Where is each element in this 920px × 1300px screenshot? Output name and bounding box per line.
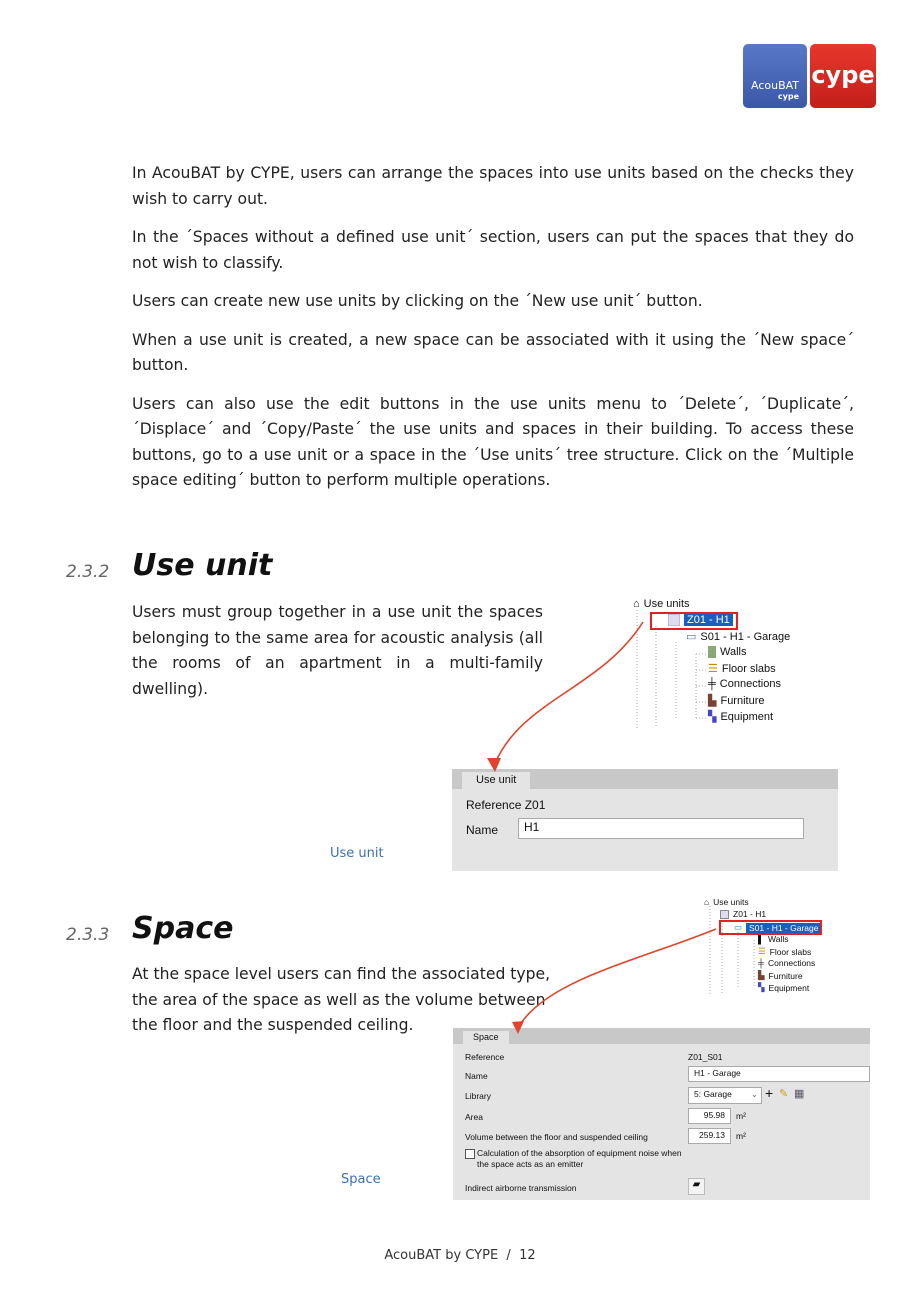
tree-floor-slabs[interactable]: ☰ Floor slabs — [708, 662, 776, 675]
tree-space[interactable]: ▭ S01 - H1 - Garage — [686, 630, 791, 643]
unit-icon — [720, 910, 729, 919]
volume-label: Volume between the floor and suspended ceiling — [465, 1132, 648, 1142]
tree-walls[interactable]: ▌ Walls — [758, 934, 789, 944]
tree-furniture[interactable]: ▙ Furniture — [708, 694, 765, 707]
absorption-checkbox[interactable] — [465, 1149, 475, 1159]
walls-icon — [708, 646, 716, 658]
paragraph: When a use unit is created, a new space can be associated with it using the ´New space´ button. — [132, 330, 854, 374]
table-icon[interactable]: ▦ — [794, 1088, 805, 1100]
tab-use-unit[interactable]: Use unit — [462, 772, 530, 789]
paragraph: In AcouBAT by CYPE, users can arrange the spaces into use units based on the checks they wish to carry out. — [132, 164, 854, 208]
library-select[interactable]: 5: Garage ⌄ — [688, 1087, 762, 1104]
tree-space[interactable]: ▭ S01 - H1 - Garage — [734, 922, 821, 933]
paragraph: Users can create new use units by clicking on the ´New use unit´ button. — [132, 292, 703, 310]
cype-logo: cype — [810, 44, 876, 108]
furniture-icon: ▙ — [708, 695, 717, 707]
furniture-icon: ▙ — [758, 970, 765, 980]
tree-view — [630, 596, 850, 731]
floor-slab-icon: ☰ — [758, 946, 766, 956]
space-panel — [453, 1028, 870, 1200]
walls-icon: ▌ — [758, 934, 765, 944]
name-label: Name — [466, 823, 499, 837]
tree-floor-slabs[interactable]: ☰ Floor slabs — [758, 946, 812, 957]
use-unit-panel — [452, 769, 838, 871]
tree-furniture[interactable]: ▙ Furniture — [758, 970, 803, 981]
intro-text — [132, 161, 854, 507]
add-icon[interactable]: + — [765, 1085, 774, 1101]
tree-root[interactable]: ⌂ Use units — [633, 598, 690, 610]
connections-icon: ╪ — [758, 958, 765, 968]
name-input[interactable]: H1 - Garage — [688, 1066, 870, 1082]
section-number: 2.3.2 — [66, 562, 110, 582]
area-label: Area — [465, 1112, 483, 1122]
home-icon: ⌂ — [633, 598, 640, 610]
indirect-transmission-button[interactable]: ▰ — [688, 1178, 705, 1195]
library-label: Library — [465, 1091, 491, 1101]
tree-walls[interactable]: Walls — [708, 646, 746, 658]
home-icon: ⌂ — [704, 897, 710, 907]
equipment-icon: ▚ — [708, 711, 717, 723]
tree-unit[interactable]: Z01 - H1 — [720, 909, 766, 919]
floor-slab-icon: ☰ — [708, 663, 718, 675]
figure-caption: Use unit — [330, 846, 384, 861]
section-title: Use unit — [132, 548, 273, 583]
highlight-box — [650, 612, 738, 630]
space-icon: ▭ — [734, 922, 743, 932]
equipment-icon: ▚ — [758, 982, 765, 992]
reference-label: Reference — [465, 1052, 505, 1062]
connections-icon: ╪ — [708, 678, 716, 690]
tree-unit[interactable]: Z01 - H1 — [668, 614, 733, 626]
tree-root[interactable]: ⌂ Use units — [704, 897, 749, 907]
indirect-label: Indirect airborne transmission — [465, 1183, 577, 1193]
section-text: At the space level users can find the associated type, the area of the space as well as the volume between the floor and the suspended ceiling. — [132, 965, 551, 1034]
tree-equipment[interactable]: ▚ Equipment — [708, 710, 774, 723]
volume-input[interactable]: 259.13 — [688, 1128, 731, 1144]
logo — [743, 44, 876, 108]
paragraph: In the ´Spaces without a defined use unit´ section, users can put the spaces that they do not wish to classify. — [132, 228, 854, 272]
pencil-icon[interactable]: ✎ — [779, 1088, 789, 1100]
paragraph: Users can also use the edit buttons in the use units menu to ´Delete´, ´Duplicate´, ´Displace´ and ´Copy/Paste´ the use units and spaces in their building. To access these buttons, go to a use unit or a space in the ´Use units´ tree structure. Click on the ´Multiple space editing´ button to perform multiple operations. — [132, 394, 854, 489]
tree-view — [700, 896, 840, 996]
section-text: Users must group together in a use unit the spaces belonging to the same area for acoustic analysis (all the rooms of an apartment in a multi-family dwelling). — [132, 603, 543, 698]
page-footer: AcouBAT by CYPE / 12 — [384, 1248, 536, 1263]
figure-caption: Space — [341, 1172, 381, 1187]
area-input[interactable]: 95.98 — [688, 1108, 731, 1124]
absorption-label: Calculation of the absorption of equipment noise when the space acts as an emitter — [477, 1148, 682, 1169]
tree-equipment[interactable]: ▚ Equipment — [758, 982, 810, 993]
volume-unit: m² — [736, 1131, 746, 1141]
acoubat-logo: AcouBAT cype — [743, 44, 807, 108]
space-icon: ▭ — [686, 631, 697, 643]
section-number: 2.3.3 — [66, 925, 110, 945]
highlight-box — [719, 920, 822, 935]
tree-connections[interactable]: ╪ Connections — [708, 678, 781, 690]
area-unit: m² — [736, 1111, 746, 1121]
name-input[interactable]: H1 — [518, 818, 804, 839]
reference-label: Reference Z01 — [466, 798, 546, 812]
name-label: Name — [465, 1071, 488, 1081]
tree-connections[interactable]: ╪ Connections — [758, 958, 816, 968]
section-title: Space — [132, 911, 234, 946]
chevron-down-icon: ⌄ — [750, 1089, 758, 1099]
tab-space[interactable]: Space — [463, 1031, 509, 1045]
reference-value: Z01_S01 — [688, 1052, 723, 1062]
